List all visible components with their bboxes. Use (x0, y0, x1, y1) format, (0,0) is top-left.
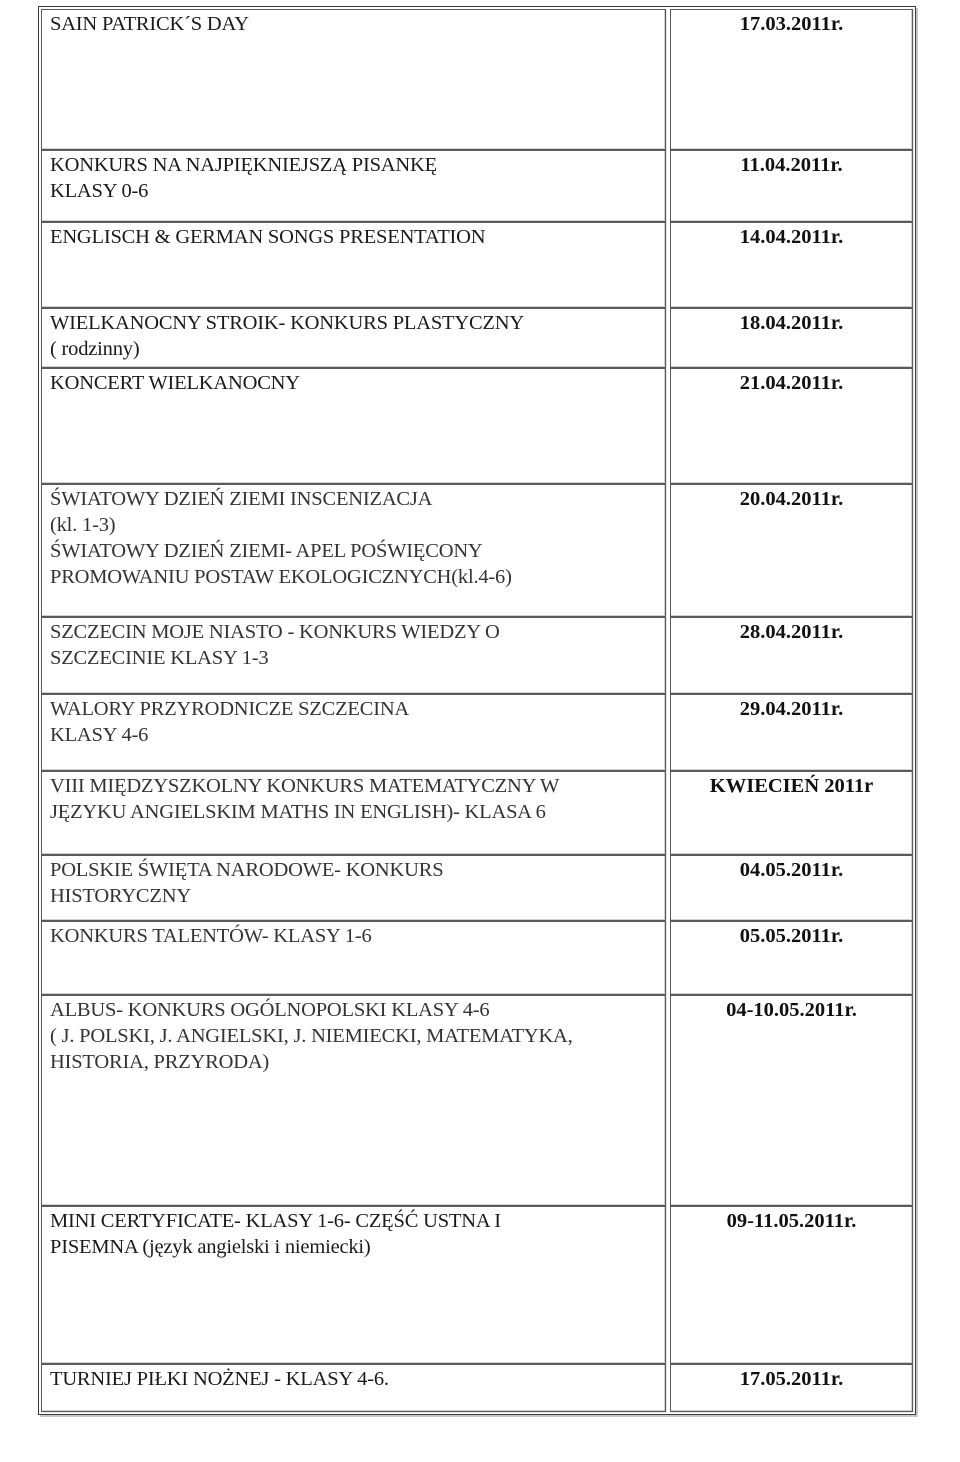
table-row (38, 855, 916, 921)
table-row (38, 694, 916, 771)
event-name: KONKURS TALENTÓW- KLASY 1-6 (50, 925, 372, 947)
table-row (38, 1206, 916, 1364)
table-row (38, 308, 916, 368)
event-name: ŚWIATOWY DZIEŃ ZIEMI INSCENIZACJA (kl. 1-3) ŚWIATOWY DZIEŃ ZIEMI- APEL POŚWIĘCONY PROMOWANIU POSTAW EKOLOGICZNYCH(kl.4-6) (50, 488, 512, 588)
event-name: SZCZECIN MOJE NIASTO - KONKURS WIEDZY O SZCZECINIE KLASY 1-3 (50, 621, 500, 669)
event-date: 11.04.2011r. (740, 154, 843, 176)
event-date-cell (670, 855, 913, 921)
event-date-cell (670, 308, 913, 368)
event-name-cell (41, 771, 666, 855)
event-date-cell (670, 921, 913, 995)
event-date-cell (670, 222, 913, 308)
event-name: ALBUS- KONKURS OGÓLNOPOLSKI KLASY 4-6 ( J. POLSKI, J. ANGIELSKI, J. NIEMIECKI, MATEMATYKA, HISTORIA, PRZYRODA) (50, 999, 573, 1073)
table-row (38, 1364, 916, 1412)
table-row (38, 222, 916, 308)
table-row (38, 771, 916, 855)
table-row (38, 484, 916, 617)
event-name-cell (41, 222, 666, 308)
event-name: WIELKANOCNY STROIK- KONKURS PLASTYCZNY ( rodzinny) (50, 312, 524, 360)
event-date-cell (670, 1364, 913, 1412)
event-date-cell (670, 1206, 913, 1364)
event-name-cell (41, 368, 666, 484)
event-date: 28.04.2011r. (739, 621, 844, 643)
event-date: 09-11.05.2011r. (726, 1210, 857, 1232)
event-date-cell (670, 617, 913, 694)
event-date-cell (670, 694, 913, 771)
event-date: 18.04.2011r. (739, 312, 844, 334)
event-name-cell (41, 484, 666, 617)
table-row (38, 150, 916, 222)
event-date: KWIECIEŃ 2011r (709, 775, 874, 797)
event-date-cell (670, 771, 913, 855)
event-name: KONKURS NA NAJPIĘKNIEJSZĄ PISANKĘ KLASY 0-6 (50, 154, 437, 202)
event-date: 17.05.2011r. (739, 1368, 844, 1390)
event-date: 05.05.2011r. (739, 925, 844, 947)
event-date: 29.04.2011r. (739, 698, 844, 720)
event-name: WALORY PRZYRODNICZE SZCZECINA KLASY 4-6 (50, 698, 410, 746)
event-date-cell (670, 150, 913, 222)
event-name: TURNIEJ PIŁKI NOŻNEJ - KLASY 4-6. (50, 1368, 389, 1390)
event-date-cell (670, 484, 913, 617)
event-name-cell (41, 617, 666, 694)
event-date-cell (670, 368, 913, 484)
event-name-cell (41, 921, 666, 995)
event-date: 14.04.2011r. (739, 226, 844, 248)
event-date: 21.04.2011r. (739, 372, 844, 394)
event-name: SAIN PATRICK´S DAY (50, 13, 249, 35)
event-date-cell (670, 9, 913, 150)
event-date: 04-10.05.2011r. (726, 999, 857, 1021)
table-row (38, 368, 916, 484)
event-name: POLSKIE ŚWIĘTA NARODOWE- KONKURS HISTORYCZNY (50, 859, 444, 907)
event-date-cell (670, 995, 913, 1206)
event-name-cell (41, 9, 666, 150)
event-name-cell (41, 308, 666, 368)
event-date: 04.05.2011r. (739, 859, 844, 881)
event-name-cell (41, 150, 666, 222)
event-date: 17.03.2011r. (739, 13, 844, 35)
table-row (38, 617, 916, 694)
event-name-cell (41, 855, 666, 921)
event-date: 20.04.2011r. (739, 488, 844, 510)
event-name: ENGLISCH & GERMAN SONGS PRESENTATION (50, 226, 486, 248)
event-name: MINI CERTYFICATE- KLASY 1-6- CZĘŚĆ USTNA I PISEMNA (język angielski i niemiecki) (50, 1210, 501, 1258)
event-name: VIII MIĘDZYSZKOLNY KONKURS MATEMATYCZNY W JĘZYKU ANGIELSKIM MATHS IN ENGLISH)- KLASA 6 (50, 775, 560, 823)
event-name: KONCERT WIELKANOCNY (50, 372, 300, 394)
event-name-cell (41, 694, 666, 771)
table-row (38, 921, 916, 995)
event-name-cell (41, 1364, 666, 1412)
event-name-cell (41, 1206, 666, 1364)
table-row (38, 9, 916, 150)
table-row (38, 995, 916, 1206)
event-name-cell (41, 995, 666, 1206)
event-schedule-table (38, 6, 916, 1415)
